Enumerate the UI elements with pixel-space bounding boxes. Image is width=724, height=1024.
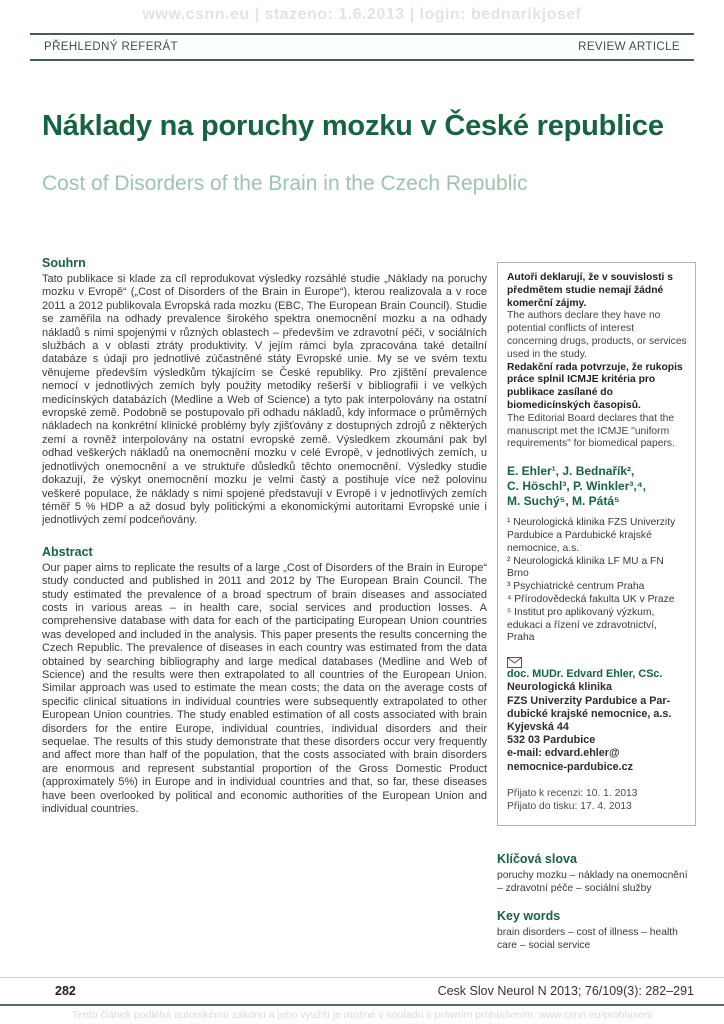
author-list xyxy=(507,464,687,509)
manuscript-dates xyxy=(507,788,687,814)
page-number: 282 xyxy=(55,984,76,998)
correspondence-email-line: nemocnice-pardubice.cz xyxy=(507,760,633,773)
correspondence-email-line: e-mail: edvard.ehler@ xyxy=(507,747,620,760)
copyright-watermark: Tento článek podléhá autorskému zákonu a jeho využití je možné v souladu s právním prohlášením: www.csnn.eu/prohlaseni xyxy=(71,1009,653,1021)
correspondence-address xyxy=(507,681,687,773)
correspondence-line: Kyjevská 44 xyxy=(507,720,569,733)
article-title-en: Cost of Disorders of the Brain in the Czech Republic xyxy=(42,172,528,195)
affiliation-item: ⁴ Přírodovědecká fakulta UK v Praze xyxy=(507,593,675,605)
main-column xyxy=(42,256,487,816)
author-line: E. Ehler¹, J. Bednařík², xyxy=(507,464,635,479)
conflict-declaration-en: The authors declare they have no potential conflicts of interest concerning drugs, products, or services used in the study. xyxy=(507,310,687,360)
correspondence-line: 532 03 Pardubice xyxy=(507,734,596,747)
editorial-statement-en: The Editorial Board declares that the manuscript met the ICMJE "uniform requirements" for biomedical papers. xyxy=(507,412,675,450)
download-watermark: www.csnn.eu | stazeno: 1.6.2013 | login: bednarikjosef xyxy=(142,6,582,23)
souhrn-heading: Souhrn xyxy=(42,256,86,270)
abstract-heading: Abstract xyxy=(42,544,93,559)
affiliation-item: ² Neurologická klinika LF MU a FN Brno xyxy=(507,555,664,580)
keywords-cz-section xyxy=(497,852,696,895)
abstract-section xyxy=(42,545,487,817)
sidebar-column xyxy=(497,262,696,952)
abstract-paragraph: Our paper aims to replicate the results of a large „Cost of Disorders of the Brain in Europe“ study conducted and published in 2011 and 2012 by The European Brain Council. The study estimated the prevalence of a broad spectrum of brain diseases and associated costs in various areas – in health care, social services and production losses. A comprehensive database with data for each of the participating European Union countries was developed and included in the analysis. This paper presents the results concerning the Czech Republic. The prevalence of diseases in each country was estimated from the data obtained by searching bibliography and large medical databases (Medline and Web of Science) and the results were then extrapolated to all countries of the European Union. Similar approach was used to estimate the mean costs; the data on the average costs of specific clinical situations in individual countries were subsequently extrapolated to other European Union countries. The study enabled estimation of all costs associated with brain disorders for the entire Europe, individual countries, individual disorders and their sequelae. The results of this study demonstrate that these disorders occur very frequently and affect more than half of the population, that the costs associated with brain disorders are enormous and represent substantial proportion of the Gross Domestic Product (approximately 5%) in Europe and in individual countries and that, so far, these diseases have been overlooked by political and economic authorities of the European Union and individual countries. xyxy=(42,561,487,816)
correspondence-block xyxy=(507,657,687,774)
affiliation-item: ³ Psychiatrické centrum Praha xyxy=(507,581,645,593)
souhrn-paragraph: Tato publikace si klade za cíl reprodukovat výsledky rozsáhlé studie „Náklady na poruchy mozku v Evropě“ („Cost of Disorders of the Brain in Europe“), kterou realizovala a v roce 2011 a 2012 publikovala Evropská rada mozku (EBC, The European Brain Council). Studie se zaměřila na odhady prevalence širokého spektra onemocnění mozku a na odhady nákladů s nimi spojenými v různých oblastech – především ve zdravotní péči, v sociálních službách a v oblasti ztráty produktivity. V jejím rámci byla zpracována také detailní databáze s údaji pro jednotlivé zúčastněné státy Evropské unie. My se ve svém textu věnujeme především výsledkům týkajícím se České republiky. Pro zjištění prevalence nemocí v jednotlivých zemích byly použity metodiky rešerší v bibliografii i ve velkých medicínských databázích (Medline a Web of Science) a tyto pak interpolovány na ostatní evropské země. Podobně se postupovalo při odhadu nákladů, kdy informace o průměrných nákladech na konkrétní klinické problémy byly zjišťovány z dostupných zdrojů z některých zemí a rovněž interpolovány na ostatní evropské země. Výsledkem zkoumání pak byl odhad veškerých nákladů na onemocnění mozku v celé Evropě, v jednotlivých zemích, u jednotlivých onemocnění a ve struktuře důsledků těchto onemocnění. Výsledky studie dokazují, že výskyt onemocnění mozku je velmi častý a postihuje více než polovinu veškeré populace, že náklady s nimi spojené představují v Evropě i v jednotlivých zemích téměř 5 % HDP a až dosud byly politickými a ekonomickými autoritami Evropské unie i jednotlivých zemí podceňovány. xyxy=(42,273,487,527)
accepted-date: Přijato do tisku: 17. 4. 2013 xyxy=(507,800,632,812)
correspondence-line: FZS Univerzity Pardubice a Par- xyxy=(507,694,671,707)
correspondence-line: dubické krajské nemocnice, a.s. xyxy=(507,707,672,720)
keywords-cz-text: poruchy mozku – náklady na onemocnění – zdravotní péče – sociální služby xyxy=(497,870,688,895)
affiliation-list xyxy=(507,517,687,645)
received-date: Přijato k recenzi: 10. 1. 2013 xyxy=(507,787,638,799)
article-title-cz: Náklady na poruchy mozku v České republice xyxy=(42,110,664,142)
footer-rule-top xyxy=(0,977,724,978)
author-line: C. Höschl³, P. Winkler³,⁴, xyxy=(507,479,646,494)
souhrn-section xyxy=(42,256,487,528)
header-section-label-cz: PŘEHLEDNÝ REFERÁT xyxy=(44,41,178,53)
affiliation-item: ⁵ Institut pro aplikovaný výzkum, edukaci a řízení ve zdravotnictví, Praha xyxy=(507,606,657,644)
footer xyxy=(55,984,694,998)
keywords-cz-heading: Klíčová slova xyxy=(497,852,577,867)
keywords-en-text: brain disorders – cost of illness – health care – social service xyxy=(497,927,678,952)
keywords-en-heading: Key words xyxy=(497,909,561,924)
header-section-label-en: REVIEW ARTICLE xyxy=(578,41,680,53)
correspondence-line: Neurologická klinika xyxy=(507,681,613,694)
journal-citation: Cesk Slov Neurol N 2013; 76/109(3): 282–291 xyxy=(437,984,694,998)
conflict-declaration-cz: Autoři deklarují, že v souvislosti s předmětem studie nemají žádné komerční zájmy. xyxy=(507,272,673,309)
envelope-icon xyxy=(507,657,687,668)
affiliation-item: ¹ Neurologická klinika FZS Univerzity Pardubice a Pardubické krajské nemocnice, a.s. xyxy=(507,517,676,554)
keywords-en-section xyxy=(497,909,696,952)
editorial-statement-cz: Redakční rada potvrzuje, že rukopis práce splnil ICMJE kritéria pro publikace zasílané do biomedicínských časopisů. xyxy=(507,361,683,411)
footer-rule-bottom xyxy=(0,1004,724,1006)
author-info-box xyxy=(497,262,696,826)
correspondence-name: doc. MUDr. Edvard Ehler, CSc. xyxy=(507,668,663,681)
page-header-band xyxy=(30,33,694,61)
author-line: M. Suchý⁵, M. Pátá⁵ xyxy=(507,494,620,509)
